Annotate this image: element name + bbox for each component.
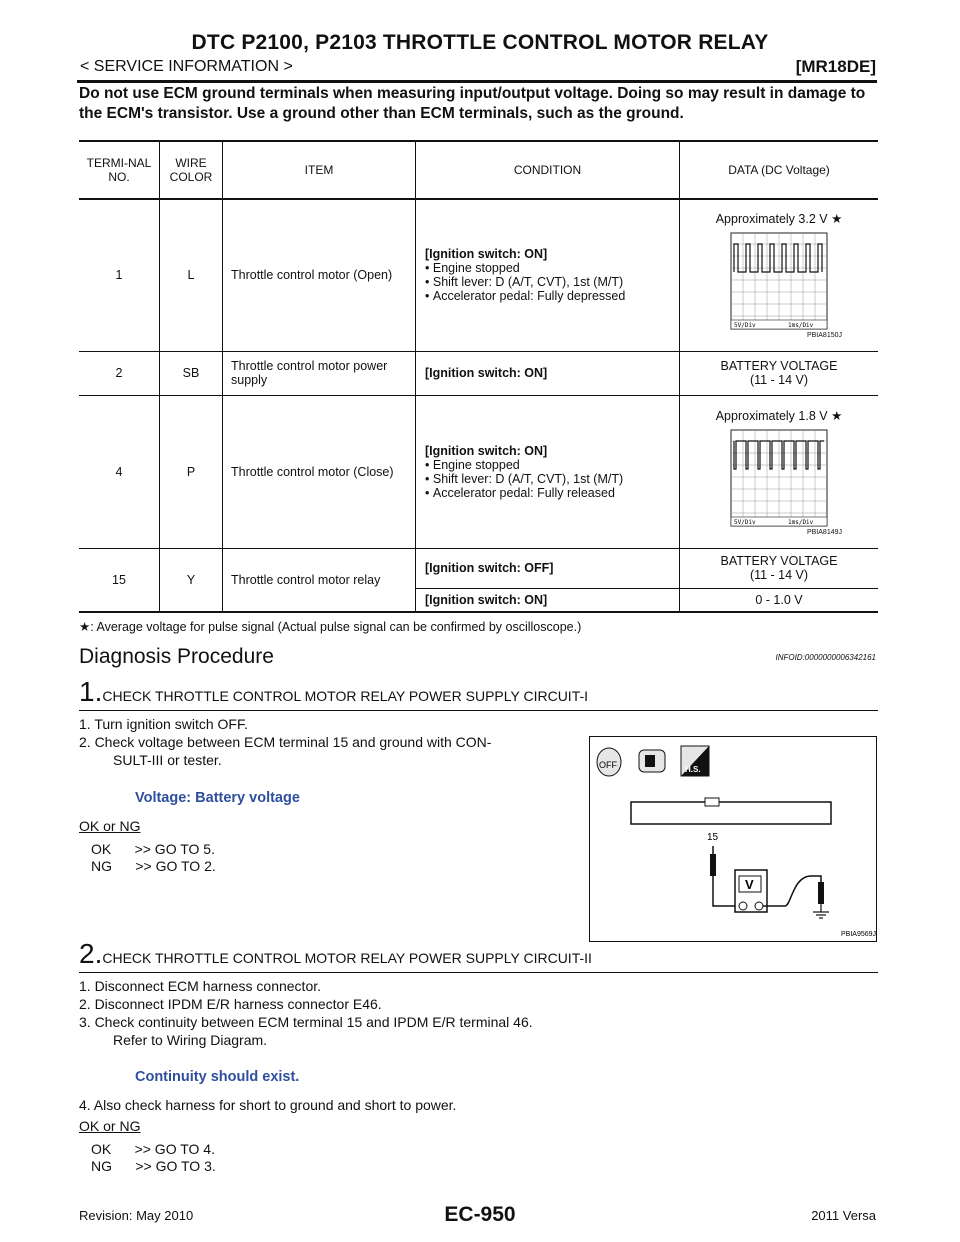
data-value	[680, 408, 878, 423]
step-1-heading	[79, 676, 588, 708]
scope-volt-label: 5V/Div	[734, 518, 756, 526]
condition-bullet: • Engine stopped	[425, 261, 520, 276]
bullet-text: Engine stopped	[432, 457, 520, 472]
condition-cell	[416, 199, 680, 351]
item-cell: Throttle control motor relay	[223, 548, 416, 612]
data-line: BATTERY VOLTAGE	[720, 359, 838, 373]
condition-title: [Ignition switch: OFF]	[425, 561, 554, 575]
terminal-label: 15	[707, 832, 719, 843]
step-2-heading	[79, 938, 592, 970]
step-1-item: SULT-III or tester.	[113, 752, 222, 768]
condition-bullet: • Accelerator pedal: Fully released	[425, 485, 615, 500]
ignition-off-icon	[597, 748, 621, 776]
star-icon: ★	[831, 212, 843, 227]
ok-or-ng: OK or NG	[79, 1118, 141, 1134]
wire-cell: Y	[160, 548, 223, 612]
table-row	[79, 548, 878, 588]
data-text: Approximately 1.8 V	[715, 408, 828, 423]
section-heading: Diagnosis Procedure	[79, 645, 274, 668]
bullet-text: Accelerator pedal: Fully released	[432, 485, 615, 500]
measurement-diagram	[589, 736, 877, 942]
step-2-item: 4. Also check harness for short to ground and short to power.	[79, 1097, 457, 1113]
terminal-table	[79, 140, 878, 613]
ecm-connector	[631, 802, 831, 824]
header-rule	[77, 80, 877, 83]
bullet-text: Shift lever: D (A/T, CVT), 1st (M/T)	[432, 275, 624, 290]
condition-bullet: • Accelerator pedal: Fully depressed	[425, 289, 626, 304]
data-cell	[680, 199, 879, 351]
ok-or-ng: OK or NG	[79, 818, 141, 834]
off-label: OFF	[599, 760, 617, 770]
condition-cell	[416, 351, 680, 395]
condition-bullet: • Shift lever: D (A/T, CVT), 1st (M/T)	[425, 275, 624, 290]
harness-side-icon	[681, 746, 709, 776]
data-value	[680, 211, 878, 226]
ng-result: NG >> GO TO 2.	[91, 858, 216, 874]
wire-cell: L	[160, 199, 223, 351]
scope-time-label: 1ms/Div	[788, 322, 814, 330]
connector-latch	[705, 798, 719, 806]
data-line: (11 - 14 V)	[749, 373, 809, 387]
probe-positive	[710, 854, 716, 876]
spec-text: Voltage: Battery voltage	[135, 790, 300, 806]
oscilloscope-waveform	[730, 429, 828, 529]
star-icon: ★	[79, 620, 91, 634]
wire-cell: P	[160, 395, 223, 548]
step-rule	[79, 972, 878, 973]
spec-text: Continuity should exist.	[135, 1069, 300, 1085]
condition-cell	[416, 395, 680, 548]
step-2-item: Refer to Wiring Diagram.	[113, 1032, 268, 1048]
header-wire	[160, 141, 223, 199]
data-cell	[680, 395, 879, 548]
engine-label: [MR18DE]	[795, 57, 876, 76]
terminal-cell: 15	[79, 548, 160, 612]
header-terminal	[79, 141, 160, 199]
step-number: 2.	[79, 938, 103, 969]
bullet-text: Shift lever: D (A/T, CVT), 1st (M/T)	[432, 471, 624, 486]
section-label: < SERVICE INFORMATION >	[80, 58, 293, 75]
step-1-item: 2. Check voltage between ECM terminal 15 and ground with CON-	[79, 734, 492, 750]
step-number: 1.	[79, 676, 103, 707]
condition-title: [Ignition switch: ON]	[425, 592, 548, 607]
data-cell	[680, 548, 879, 588]
condition-title: [Ignition switch: ON]	[425, 366, 548, 380]
item-cell: Throttle control motor (Open)	[223, 199, 416, 351]
terminal-cell: 1	[79, 199, 160, 351]
table-header-row	[79, 141, 878, 199]
item-cell: Throttle control motor power supply	[223, 351, 416, 395]
data-cell	[680, 351, 879, 395]
figure-id: PBIA9569J	[841, 931, 877, 938]
ok-result: OK >> GO TO 5.	[91, 841, 215, 857]
hs-label: H.S.	[685, 765, 701, 774]
ok-result: OK >> GO TO 4.	[91, 1141, 215, 1157]
header-condition: CONDITION	[416, 141, 680, 199]
probe-negative	[818, 882, 824, 904]
step-2-item: 3. Check continuity between ECM terminal 15 and IPDM E/R terminal 46.	[79, 1014, 533, 1030]
condition-title: [Ignition switch: ON]	[425, 247, 548, 262]
table-row	[79, 351, 878, 395]
figure-id: PBIA8149J	[806, 528, 842, 536]
scope-volt-label: 5V/Div	[734, 322, 756, 330]
connector-icon	[639, 750, 665, 772]
table-row	[79, 199, 878, 351]
scope-time-label: 1ms/Div	[788, 518, 814, 526]
condition-cell	[416, 588, 680, 612]
bullet-text: Accelerator pedal: Fully depressed	[432, 289, 626, 304]
condition-bullet: • Shift lever: D (A/T, CVT), 1st (M/T)	[425, 471, 624, 486]
oscilloscope-waveform	[730, 232, 828, 332]
step-title: CHECK THROTTLE CONTROL MOTOR RELAY POWER SUPPLY CIRCUIT-I	[102, 688, 589, 704]
model-year: 2011 Versa	[811, 1208, 876, 1223]
ng-result: NG >> GO TO 3.	[91, 1158, 216, 1174]
bullet-text: Engine stopped	[432, 261, 520, 276]
step-2-item: 2. Disconnect IPDM E/R harness connector E46.	[79, 996, 382, 1012]
warning-text: Do not use ECM ground terminals when measuring input/output voltage. Doing so may result in damage to the ECM's transistor. Use a ground other than ECM terminals, such as the ground.	[79, 85, 866, 122]
header-wire-label: WIRE COLOR	[169, 156, 213, 184]
star-icon: ★	[831, 408, 843, 423]
table-row	[79, 395, 878, 548]
terminal-cell: 2	[79, 351, 160, 395]
revision: Revision: May 2010	[79, 1208, 194, 1223]
item-cell: Throttle control motor (Close)	[223, 395, 416, 548]
footnote-text: : Average voltage for pulse signal (Actual pulse signal can be confirmed by oscilloscope.)	[90, 620, 582, 634]
meter-label: V	[745, 877, 754, 892]
header-data: DATA (DC Voltage)	[680, 141, 879, 199]
data-line: (11 - 14 V)	[749, 568, 809, 582]
wire-cell: SB	[160, 351, 223, 395]
data-text: Approximately 3.2 V	[715, 212, 828, 227]
step-1-item: 1. Turn ignition switch OFF.	[79, 716, 248, 732]
header-item: ITEM	[223, 141, 416, 199]
data-cell: 0 - 1.0 V	[680, 588, 879, 612]
terminal-cell: 4	[79, 395, 160, 548]
condition-cell	[416, 548, 680, 588]
figure-id: PBIA8150J	[806, 332, 842, 340]
data-line: BATTERY VOLTAGE	[720, 554, 838, 568]
step-title: CHECK THROTTLE CONTROL MOTOR RELAY POWER SUPPLY CIRCUIT-II	[102, 950, 592, 966]
condition-bullet: • Engine stopped	[425, 457, 520, 472]
footnote	[79, 619, 581, 634]
condition-title: [Ignition switch: ON]	[425, 443, 548, 458]
step-2-item: 1. Disconnect ECM harness connector.	[79, 978, 322, 994]
info-id: INFOID:0000000006342161	[775, 653, 876, 662]
page-number: EC-950	[444, 1203, 516, 1226]
step-rule	[79, 710, 878, 711]
page-title: DTC P2100, P2103 THROTTLE CONTROL MOTOR RELAY	[191, 31, 769, 54]
header-terminal-label: TERMI-NAL NO.	[86, 156, 152, 184]
